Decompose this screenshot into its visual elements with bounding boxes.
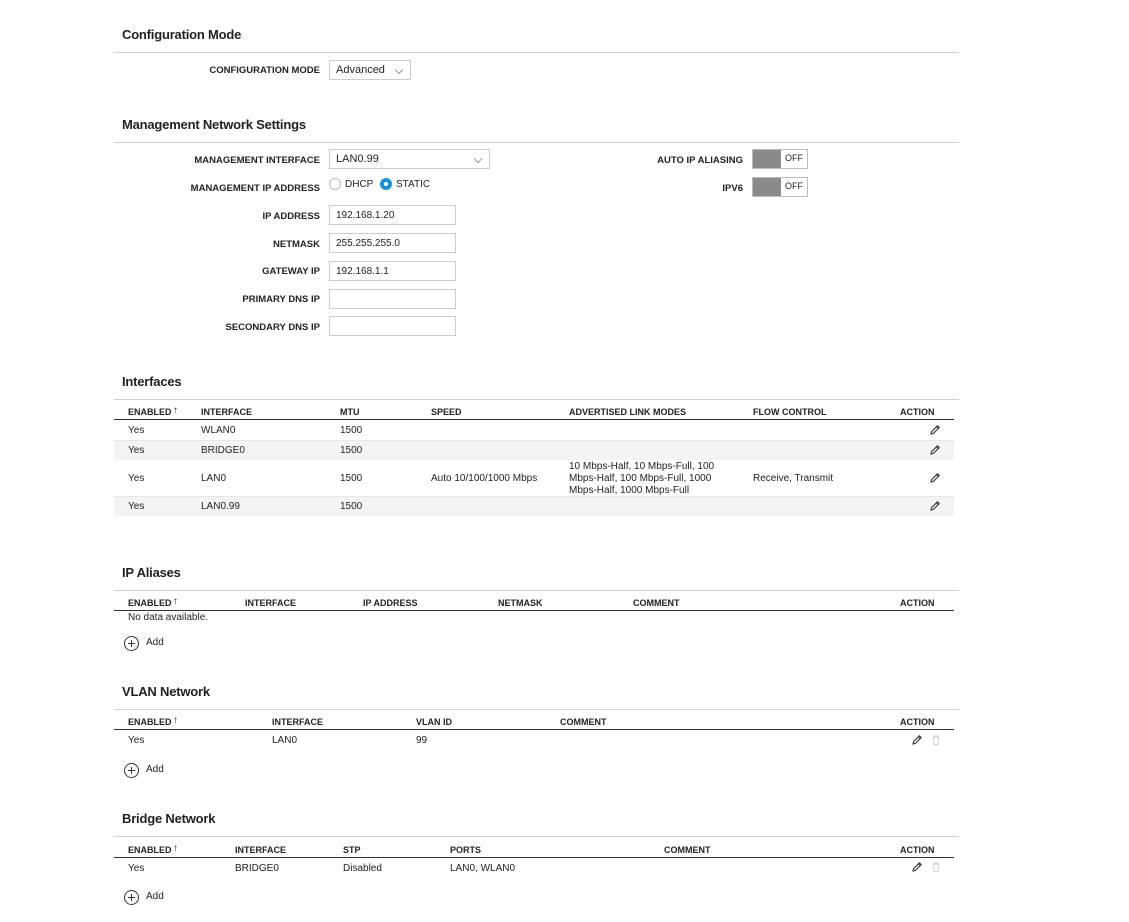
column-header-comment[interactable]: COMMENT [560,717,607,727]
toggle-state: OFF [785,153,803,163]
add-label: Add [146,764,164,775]
column-header-action: ACTION [900,717,935,727]
configuration-mode-label: CONFIGURATION MODE [209,65,320,76]
column-header-interface[interactable]: INTERFACE [245,598,297,608]
section-divider [114,52,959,53]
section-divider [114,709,959,710]
management-ip-address-label: MANAGEMENT IP ADDRESS [190,183,320,194]
cell-interface: WLAN0 [201,425,236,436]
column-header-action: ACTION [900,407,935,417]
column-header-stp[interactable]: STP [343,845,361,855]
netmask-label: NETMASK [273,239,320,250]
cell-mtu: 1500 [340,473,363,484]
cell-link-modes-line3: Mbps-Half, 1000 Mbps-Full [569,485,690,496]
management-interface-label: MANAGEMENT INTERFACE [194,155,320,166]
cell-enabled: Yes [128,425,145,436]
section-divider [114,399,959,400]
management-interface-value: LAN0.99 [336,153,379,165]
column-header-ip-address[interactable]: IP ADDRESS [363,598,418,608]
header-rule [114,857,954,858]
configuration-mode-value: Advanced [336,64,385,76]
cell-interface: LAN0 [272,735,298,746]
sort-up-icon[interactable]: ↑ [173,405,178,416]
ip-address-label: IP ADDRESS [262,211,320,222]
column-header-netmask[interactable]: NETMASK [498,598,543,608]
ip-aliases-title: IP Aliases [122,565,181,580]
cell-interface: BRIDGE0 [235,863,279,874]
secondary-dns-input[interactable] [329,316,456,336]
column-header-enabled[interactable]: ENABLED [128,717,172,727]
edit-pencil-icon[interactable] [929,424,941,436]
cell-vlan-id: 99 [416,735,428,746]
cell-interface: LAN0.99 [201,501,240,512]
cell-enabled: Yes [128,473,145,484]
add-vlan-button[interactable] [124,763,174,779]
auto-ip-aliasing-toggle[interactable] [752,149,808,169]
edit-pencil-icon[interactable] [929,472,941,484]
column-header-ports[interactable]: PORTS [450,845,482,855]
column-header-action: ACTION [900,845,935,855]
plus-circle-icon [124,890,139,905]
primary-dns-input[interactable] [329,289,456,309]
column-header-interface[interactable]: INTERFACE [272,717,324,727]
cell-ports: LAN0, WLAN0 [450,863,516,874]
edit-pencil-icon[interactable] [911,734,923,746]
cell-interface: BRIDGE0 [201,445,245,456]
empty-table-message: No data available. [128,612,209,623]
configuration-mode-title: Configuration Mode [122,27,242,42]
cell-mtu: 1500 [340,445,363,456]
column-header-advertised-link-modes[interactable]: ADVERTISED LINK MODES [569,407,687,417]
column-header-vlan-id[interactable]: VLAN ID [416,717,452,727]
dhcp-radio[interactable] [329,178,341,190]
section-divider [114,836,959,837]
column-header-enabled[interactable]: ENABLED [128,407,172,417]
ip-address-input[interactable] [329,205,456,225]
column-header-flow-control[interactable]: FLOW CONTROL [753,407,827,417]
cell-enabled: Yes [128,863,145,874]
netmask-input[interactable] [329,233,456,253]
primary-dns-label: PRIMARY DNS IP [242,294,320,305]
cell-enabled: Yes [128,735,145,746]
management-interface-select[interactable] [329,149,490,169]
section-divider [114,590,959,591]
plus-circle-icon [124,636,139,651]
add-label: Add [146,891,164,902]
gateway-ip-input[interactable] [329,261,456,281]
cell-enabled: Yes [128,445,145,456]
cell-interface: LAN0 [201,473,227,484]
cell-speed: Auto 10/100/1000 Mbps [431,473,538,484]
secondary-dns-label: SECONDARY DNS IP [225,322,320,333]
column-header-action: ACTION [900,598,935,608]
cell-mtu: 1500 [340,425,363,436]
static-radio[interactable] [380,178,392,190]
header-rule [114,419,954,420]
cell-link-modes-line2: Mbps-Half, 100 Mbps-Full, 1000 [569,473,712,484]
add-label: Add [146,637,164,648]
cell-stp: Disabled [343,863,382,874]
chevron-down-icon [395,66,403,74]
column-header-comment[interactable]: COMMENT [633,598,680,608]
column-header-enabled[interactable]: ENABLED [128,598,172,608]
sort-up-icon[interactable]: ↑ [173,596,178,607]
column-header-interface[interactable]: INTERFACE [235,845,287,855]
ipv6-toggle[interactable] [752,177,808,197]
gateway-ip-label: GATEWAY IP [262,266,320,277]
plus-circle-icon [124,763,139,778]
interfaces-title: Interfaces [122,374,182,389]
vlan-network-title: VLAN Network [122,684,210,699]
cell-mtu: 1500 [340,501,363,512]
cell-flow-control: Receive, Transmit [753,473,834,484]
edit-pencil-icon[interactable] [911,861,923,873]
header-rule [114,610,954,611]
column-header-enabled[interactable]: ENABLED [128,845,172,855]
dhcp-radio-label: DHCP [345,179,374,190]
sort-up-icon[interactable]: ↑ [173,843,178,854]
column-header-comment[interactable]: COMMENT [664,845,711,855]
header-rule [114,729,954,730]
trash-icon[interactable] [930,734,942,746]
trash-icon[interactable] [930,861,942,873]
toggle-knob [753,150,781,168]
management-network-title: Management Network Settings [122,117,306,132]
toggle-state: OFF [785,181,803,191]
ipv6-label: IPV6 [722,183,743,194]
cell-enabled: Yes [128,501,145,512]
cell-link-modes-line1: 10 Mbps-Half, 10 Mbps-Full, 100 [569,461,715,472]
sort-up-icon[interactable]: ↑ [173,715,178,726]
column-header-interface[interactable]: INTERFACE [201,407,253,417]
edit-pencil-icon[interactable] [929,500,941,512]
row-stripe [114,497,954,516]
add-ip-alias-button[interactable] [124,636,174,652]
add-bridge-button[interactable] [124,890,174,906]
static-radio-label: STATIC [396,179,431,190]
auto-ip-aliasing-label: AUTO IP ALIASING [657,155,743,166]
toggle-knob [753,178,781,196]
section-divider [114,142,959,143]
configuration-mode-select[interactable] [329,60,411,80]
column-header-mtu[interactable]: MTU [340,407,360,417]
bridge-network-title: Bridge Network [122,811,216,826]
edit-pencil-icon[interactable] [929,444,941,456]
column-header-speed[interactable]: SPEED [431,407,462,417]
chevron-down-icon [474,155,482,163]
